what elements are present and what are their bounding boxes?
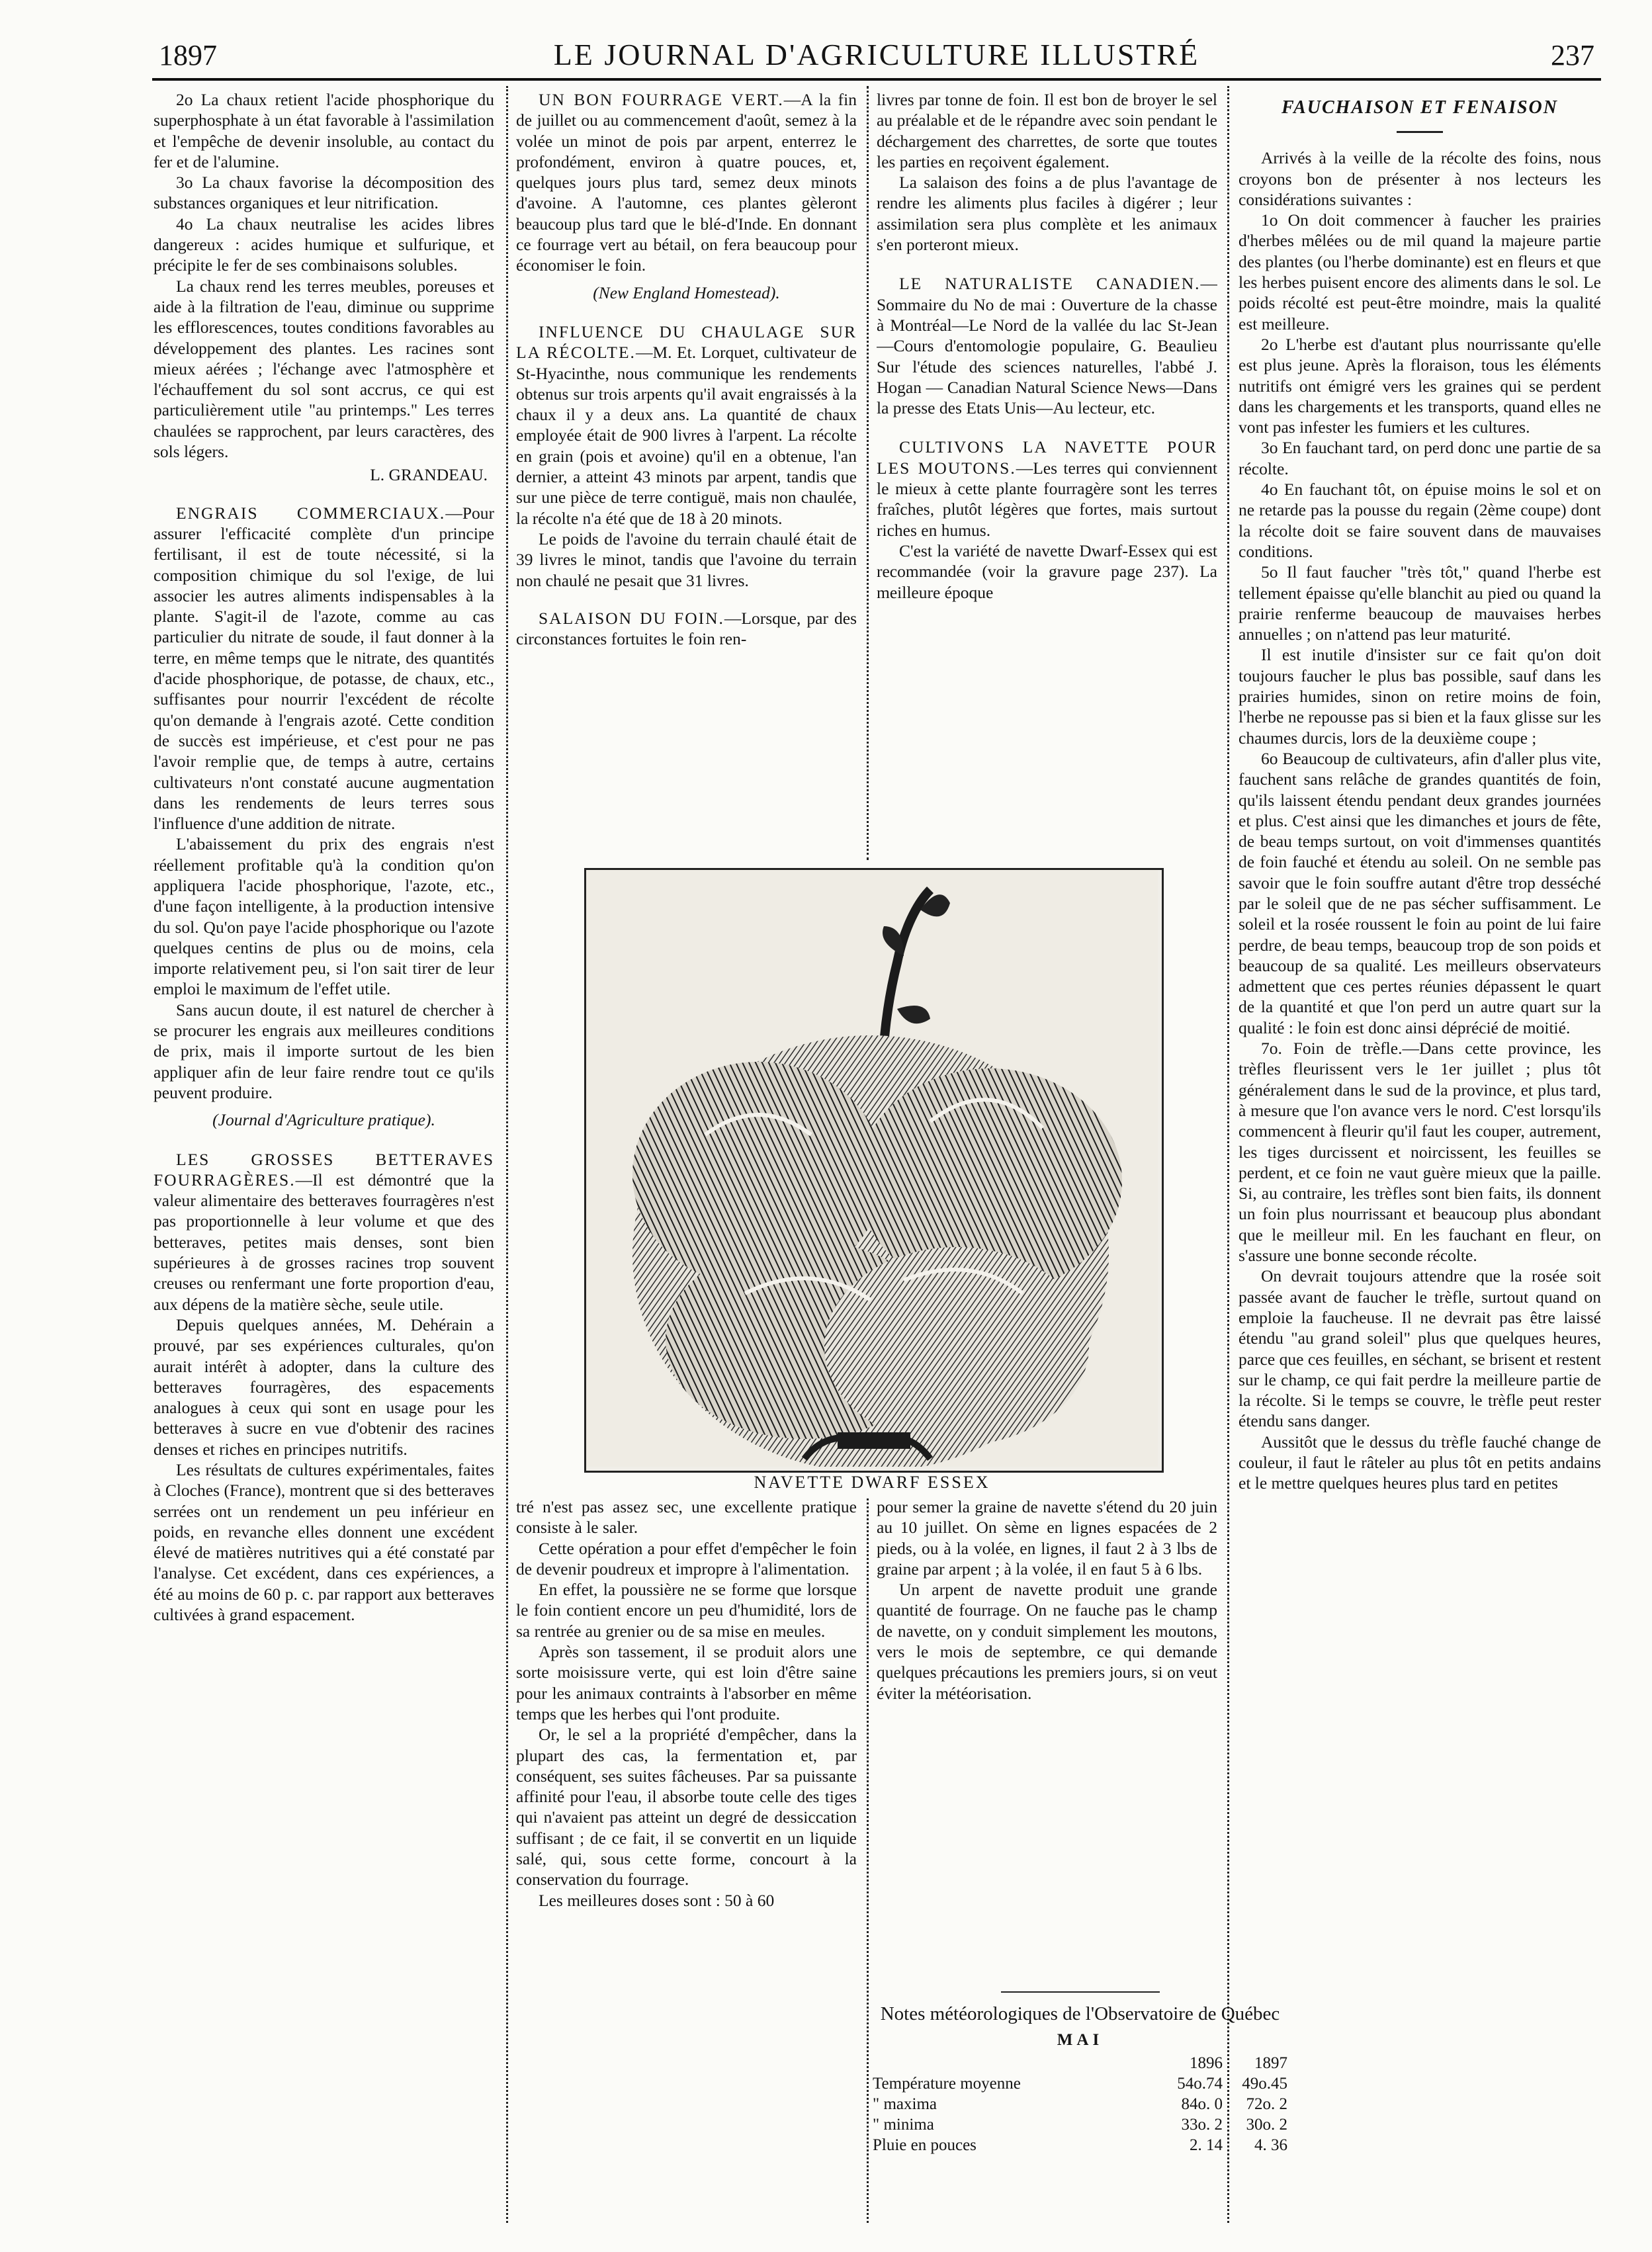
value-1896: 84o. 0 <box>1181 2095 1223 2113</box>
paragraph: Les meilleures doses sont : 50 à 60 <box>539 1890 775 1910</box>
paragraph: Après son tassement, il se produit alors une sorte moisissure verte, qui est loin d'être saine pour les animaux contraints à l'absorber en même temps que les herbes qui l'ont produite. <box>516 1642 857 1723</box>
page-number: 237 <box>1551 39 1594 71</box>
article-source: (Journal d'Agriculture pratique). <box>212 1110 435 1130</box>
value-1896: 33o. 2 <box>1181 2116 1223 2134</box>
paragraph: Un arpent de navette produit une grande quantité de fourrage. On ne fauche pas le champ de navette, on y conduit simplement les moutons, vers le mois de septembre, ce qui demande quelques précautions les premiers jours, si on veut éviter la météorisation. <box>877 1580 1217 1703</box>
paragraph: 2o L'herbe est d'autant plus nourrissante qu'elle est plus jeune. Après la floraison, tous les éléments nutritifs ont émigré vers les graines qui se perdent dans les chargements et les transports, quand elles ne vont pas infester les fumiers et les cultures. <box>1239 334 1601 437</box>
column-divider <box>867 86 869 860</box>
paragraph: —Pour assurer l'efficacité complète d'un principe fertilisant, il est de toute nécessité, si la composition chimique du sol l'exige, de lui associer les autres aliments indispensables à la plante. S'agit-il de l'azote, comme au cas particulier du nitrate de soude, il faut donner à la terre, en même temps que le nitrate, des quantités d'acide phosphorique, de potasse, de chaux, etc., suffisantes pour nourrir l'excédent de récolte qu'on demande à l'engrais azoté. Cette condition de succès est impérieuse, et c'est pour ne pas l'avoir remplie que, de temps à autre, certains cultivateurs n'ont constaté aucune augmentation dans les rendements de leurs terres sous l'influence d'une addition de nitrate. <box>153 503 494 834</box>
article-chaulage <box>516 322 857 529</box>
paragraph: —Sommaire du No de mai : Ouverture de la chasse à Montréal—Le Nord de la vallée du lac St-Jean—Cours d'entomologie populaire, G. Beaulieu Sur l'étude des sciences naturelles, l'abbé J. Hogan — Canadian Natural Science News—Dans la presse des Etats Unis—Au lecteur, etc. <box>877 274 1217 418</box>
header-rule <box>152 78 1601 81</box>
row-label: Température moyenne <box>873 2075 1021 2093</box>
article-heading: INFLUENCE DU CHAULAGE SUR LA RÉCOLTE. <box>516 322 857 363</box>
paragraph: Arrivés à la veille de la récolte des foins, nous croyons bon de présenter à nos lecteurs les considérations suivantes : <box>1239 148 1601 209</box>
paragraph: Sans aucun doute, il est naturel de chercher à se procurer les engrais aux meilleures conditions de prix, mais il importe surtout de les bien appliquer afin de leur faire rendre tout ce qu'ils peuvent produire. <box>153 1000 494 1102</box>
paragraph: tré n'est pas assez sec, une excellente pratique consiste à le saler. <box>516 1497 857 1537</box>
article-source: (New England Homestead). <box>593 282 780 302</box>
paragraph: 4o En fauchant tôt, on épuise moins le sol et on ne retarde pas la pousse du regain (2ème coupe) dont la récolte doit se faire souvent dans de mauvaises conditions. <box>1239 480 1601 561</box>
heading-rule <box>1397 131 1443 133</box>
table-row <box>870 2094 1290 2114</box>
year-header: 1896 <box>1190 2054 1223 2072</box>
row-label: " minima <box>873 2116 934 2134</box>
article-salaison <box>516 608 857 650</box>
article-heading: SALAISON DU FOIN. <box>539 608 724 628</box>
navette-engraving <box>584 868 1164 1473</box>
column-divider <box>1227 86 1229 2223</box>
value-1896: 54o.74 <box>1177 2075 1223 2093</box>
article-engrais <box>153 503 494 834</box>
article-heading: FAUCHAISON ET FENAISON <box>1282 97 1558 118</box>
paragraph: La salaison des foins a de plus l'avantage de rendre les aliments plus faciles à digérer ; leur assimilation sera plus complète et les animaux s'en porteront mieux. <box>877 173 1217 255</box>
article-heading: LE NATURALISTE CANADIEN. <box>899 274 1201 294</box>
row-label: " maxima <box>873 2095 937 2113</box>
value-1897: 4. 36 <box>1254 2136 1287 2154</box>
article-heading: ENGRAIS COMMERCIAUX. <box>176 503 446 523</box>
article-fourrage <box>516 89 857 276</box>
article-heading: LES GROSSES BETTERAVES FOURRAGÈRES. <box>153 1149 494 1190</box>
ornament-rule <box>1001 1991 1160 1993</box>
paragraph: Or, le sel a la propriété d'empêcher, dans la plupart des cas, la fermentation et, par conséquent, ses suites fâcheuses. Par sa puissante affinité pour l'eau, il absorbe toute celle des tiges qui n'avaient pas atteint un degré de dessiccation suffisant ; de ce fait, il se convertit en un liquide salé, qui, sous cette forme, concourt à la conservation du fourrage. <box>516 1725 857 1889</box>
meteo-month: MAI <box>1057 2031 1104 2049</box>
paragraph: Cette opération a pour effet d'empêcher le foin de devenir poudreux et impropre à l'alimentation. <box>516 1538 857 1579</box>
paragraph: —Il est démontré que la valeur alimentaire des betteraves fourragères n'est pas proportionnelle à leur volume et que des betteraves, petites mais denses, sont bien supérieures à de grosses racines trop souvent creuses ou renfermant une forte proportion d'eau, aux dépens de la matière sèche, seule utile. <box>153 1170 494 1314</box>
paragraph: 2o La chaux retient l'acide phosphorique du superphosphate à un état favorable à l'assimilation et l'empêche de devenir insoluble, au contact du fer et de l'alumine. <box>153 90 494 171</box>
paragraph: La chaux rend les terres meubles, poreuses et aide à la filtration de l'eau, diminue ou supprime les efflorescences, toutes conditions favorables au développement des plantes. Les racines sont mieux aérées ; l'échange avec l'atmosphère et l'échauffement du sol sont accrus, ce qui est particulièrement utile "au printemps." Les terres chaulées se rapprochent, par leurs caractères, des sols légers. <box>153 276 494 462</box>
paragraph: livres par tonne de foin. Il est bon de broyer le sel au préalable et de le répandre avec soin pendant le déchargement des charrettes, de sorte que toutes les parties en reçoivent également. <box>877 90 1217 171</box>
paragraph: —Lorsque, par des circonstances fortuites le foin ren- <box>516 608 857 649</box>
value-1897: 72o. 2 <box>1246 2095 1287 2113</box>
paragraph: 6o Beaucoup de cultivateurs, afin d'aller plus vite, fauchent sans relâche de grandes quantités de foin, qu'ils laissent étendu pendant deux grandes journées et plus. C'est ainsi que les dimanches et jours de fête, de beau temps surtout, on voit d'immenses quantités de foin fauché et étendu au soleil. On ne semble pas savoir que le foin souffre autant d'être trop desséché par le soleil que de ne pas sécher suffisamment. Le soleil et la rosée roussent le foin au point de lui faire perdre, de beau temps, beaucoup trop de son poids et beaucoup de sa qualité. Les meilleurs observateurs admettent que ces pertes réunies dépassent le quart de la quantité et que l'on perd un autre quart sur la qualité : le foin est donc ainsi déprécié de moitié. <box>1239 748 1601 1037</box>
meteo-title: Notes météorologiques de l'Observatoire de Québec <box>880 2003 1280 2024</box>
author-signature: L. GRANDEAU. <box>370 465 488 485</box>
column-3-upper <box>877 89 1217 860</box>
value-1897: 49o.45 <box>1242 2075 1287 2093</box>
figure-caption: NAVETTE DWARF ESSEX <box>754 1473 990 1492</box>
value-1897: 30o. 2 <box>1246 2116 1287 2134</box>
year-header: 1897 <box>1254 2054 1287 2072</box>
paragraph: Depuis quelques années, M. Dehérain a prouvé, par ses expériences culturales, qu'on aurait intérêt à adopter, dans la culture des betteraves fourragères, des espacements analogues à ceux qui sont en usage pour les betteraves à sucre en vue d'obtenir des racines denses et riches en principes nutritifs. <box>153 1315 494 1459</box>
paragraph: —Les terres qui conviennent le mieux à cette plante fourragère sont les terres fraîches, plutôt légères que fortes, mais surtout riches en humus. <box>877 458 1217 540</box>
meteo-notes <box>870 1991 1290 2155</box>
navette-plant-illustration <box>586 870 1158 1467</box>
journal-title: LE JOURNAL D'AGRICULTURE ILLUSTRÉ <box>553 38 1200 71</box>
page-header <box>152 34 1601 77</box>
paragraph: 3o La chaux favorise la décomposition des substances organiques et leur nitrification. <box>153 173 494 213</box>
paragraph: 1o On doit commencer à faucher les prairies d'herbes mêlées ou de mil quand la majeure partie des plantes (ou l'herbe dominante) est en fleurs et que les herbes puisent encore des aliments dans le sol. Le poids récolté est peut-être moindre, mais la qualité est meilleure. <box>1239 210 1601 333</box>
paragraph: 5o Il faut faucher "très tôt," quand l'herbe est tellement épaisse qu'elle blanchit au pied ou quand la prairie renferme beaucoup de mauvaises herbes annuelles ; on n'attend pas leur maturité. <box>1239 562 1601 644</box>
column-2-lower <box>516 1496 857 2224</box>
article-heading: CULTIVONS LA NAVETTE POUR LES MOUTONS. <box>877 437 1217 478</box>
column-3-lower <box>877 1496 1217 1973</box>
article-navette <box>877 437 1217 540</box>
paragraph: —M. Et. Lorquet, cultivateur de St-Hyacinthe, nous communique les rendements obtenus sur trois arpents qu'il avait engraissés à la chaux il y a deux ans. La quantité de chaux employée était de 900 livres à l'arpent. La récolte en grain (pois et avoine) qu'il en a obtenue, l'an dernier, a atteint 43 minots par arpent, tandis que sur une pièce de terre contiguë, mais non chaulée, la récolte n'a été que de 18 à 20 minots. <box>516 343 857 528</box>
paragraph: On devrait toujours attendre que la rosée soit passée avant de faucher le trèfle, surtout quand on emploie la faucheuse. Il ne devrait pas être laissé étendu "au grand soleil" plus que quelques heures, parce que ces feuilles, en séchant, se brisent et restent sur le champ, ce qui fait perdre la meilleure partie de la récolte. Si le temps se couvre, le trèfle peut rester étendu sans danger. <box>1239 1266 1601 1431</box>
table-header-row <box>870 2053 1290 2073</box>
value-1896: 2. 14 <box>1190 2136 1223 2154</box>
article-heading: UN BON FOURRAGE VERT. <box>539 90 784 109</box>
article-betteraves <box>153 1149 494 1315</box>
paragraph: Aussitôt que le dessus du trèfle fauché change de couleur, il faut le râteler au plus tôt en petits andains et le mettre quelques heures plus tard en petites <box>1239 1432 1601 1493</box>
column-divider <box>506 86 508 2223</box>
paragraph: 3o En fauchant tard, on perd donc une partie de sa récolte. <box>1239 438 1601 478</box>
table-row <box>870 2114 1290 2135</box>
table-row <box>870 2135 1290 2155</box>
article-naturaliste <box>877 273 1217 418</box>
paragraph: 4o La chaux neutralise les acides libres dangereux : acides humique et sulfurique, et précipite le fer de ses combinaisons solubles. <box>153 214 494 275</box>
column-1 <box>153 89 494 2223</box>
paragraph: pour semer la graine de navette s'étend du 20 juin au 10 juillet. On sème en lignes espacées de 2 pieds, ou à la volée, en lignes, il faut 2 à 3 lbs de graine par arpent ; à la volée, il en faut 5 à 6 lbs. <box>877 1497 1217 1579</box>
header-year: 1897 <box>159 39 217 71</box>
column-divider <box>867 1498 869 2223</box>
paragraph: Le poids de l'avoine du terrain chaulé était de 39 livres le minot, tandis que l'avoine du terrain non chaulé ne pesait que 31 livres. <box>516 529 857 590</box>
paragraph: —A la fin de juillet ou au commencement d'août, semez à la volée un minot de pois par arpent, enterrez le profondément, environ à quatre pouces, et, quelques jours plus tard, semez deux minots d'avoine. A l'automne, ces plantes gèleront beaucoup plus tard que le blé-d'Inde. En donnant ce fourrage vert au bétail, on fera beaucoup pour économiser le foin. <box>516 90 857 275</box>
paragraph: L'abaissement du prix des engrais n'est réellement profitable qu'à la condition qu'on appliquera l'acide phosphorique, l'azote, etc., d'une façon intelligente, à la production intensive du sol. Qu'on paye l'acide phosphorique ou l'azote quelques centins de plus ou de moins, cela importe relativement peu, si l'on sait tirer de leur emploi le maximum de l'effet utile. <box>153 834 494 999</box>
paragraph: En effet, la poussière ne se forme que lorsque le foin contient encore un peu d'humidité, lors de sa rentrée au grenier ou de sa mise en meules. <box>516 1580 857 1641</box>
paragraph: C'est la variété de navette Dwarf-Essex qui est recommandée (voir la gravure page 237). La meilleure époque <box>877 541 1217 602</box>
table-row <box>870 2073 1290 2094</box>
paragraph: Il est inutile d'insister sur ce fait qu'on doit toujours faucher le plus bas possible, sauf dans les prairies humides, sinon on retire moins de foin, l'herbe ne repousse pas si bien et la faux glisse sur les chaumes durcis, lors de la deuxième coupe ; <box>1239 645 1601 748</box>
paragraph: Les résultats de cultures expérimentales, faites à Cloches (France), montrent que si des betteraves serrées ont un rendement un peu inférieur en poids, en revanche elles donnent une excédent élevé de matières nutritives qui a été constaté par l'analyse. Cet excédent, dans ces expériences, a été au moins de 60 p. c. par rapport aux betteraves cultivées à grand espacement. <box>153 1460 494 1625</box>
column-4 <box>1239 89 1601 2223</box>
row-label: Pluie en pouces <box>873 2136 977 2154</box>
column-2-upper <box>516 89 857 860</box>
meteo-table <box>870 2053 1290 2155</box>
paragraph: 7o. Foin de trèfle.—Dans cette province, les trèfles fleurissent vers le 1er juillet ; plus tôt généralement dans le sud de la province, et plus tard, à mesure que l'on avance vers le nord. C'est lorsqu'ils commencent à fleurir qu'il faut les couper, autrement, les tiges durcissent et noircissent, les feuilles se perdent, et ce foin ne vaut guère mieux que la paille. Si, au contraire, les trèfles sont bien faits, ils donnent un foin plus nourrissant et beaucoup plus abondant que le meilleur mil. En les fauchant en fleur, on s'assure une bonne seconde récolte. <box>1239 1039 1601 1266</box>
